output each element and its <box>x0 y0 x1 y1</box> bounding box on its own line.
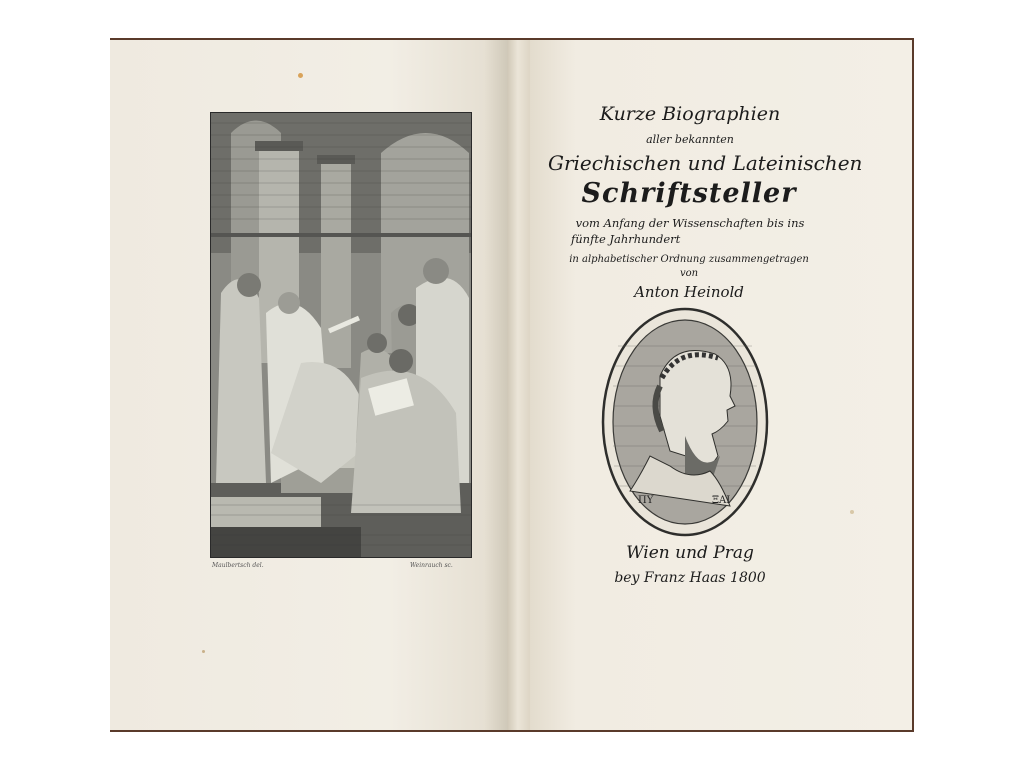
title-line: aller bekannten <box>646 133 734 146</box>
author-name: Anton Heinold <box>634 283 744 301</box>
portrait-medallion <box>600 306 770 538</box>
laureate-portrait-icon <box>600 306 770 538</box>
title-line: Griechischen und Lateinischen <box>548 151 863 175</box>
imprint-publisher: bey Franz Haas 1800 <box>614 570 766 586</box>
foxing-spot <box>202 650 205 653</box>
book-gutter <box>508 40 530 730</box>
plate-caption-engraver: Weinrauch sc. <box>410 562 453 569</box>
foxing-spot <box>298 73 303 78</box>
plate-illustration <box>211 113 471 557</box>
medallion-inscription-right: ΞΑΙ <box>712 495 731 506</box>
plate-caption-artist: Maulbertsch del. <box>212 562 264 569</box>
foxing-spot <box>850 510 854 514</box>
title-line: vom Anfang der Wissenschaften bis ins <box>575 216 805 230</box>
title-line: Kurze Biographien <box>599 103 781 125</box>
engraved-plate <box>210 112 472 558</box>
imprint-place: Wien und Prag <box>626 543 754 563</box>
title-line: in alphabetischer Ordnung zusammengetragen <box>569 254 809 265</box>
title-line: fünfte Jahrhundert <box>571 232 681 246</box>
title-line: von <box>679 268 699 279</box>
main-title: Schriftsteller <box>581 178 797 209</box>
medallion-inscription-left: ΠΥ <box>638 495 654 506</box>
